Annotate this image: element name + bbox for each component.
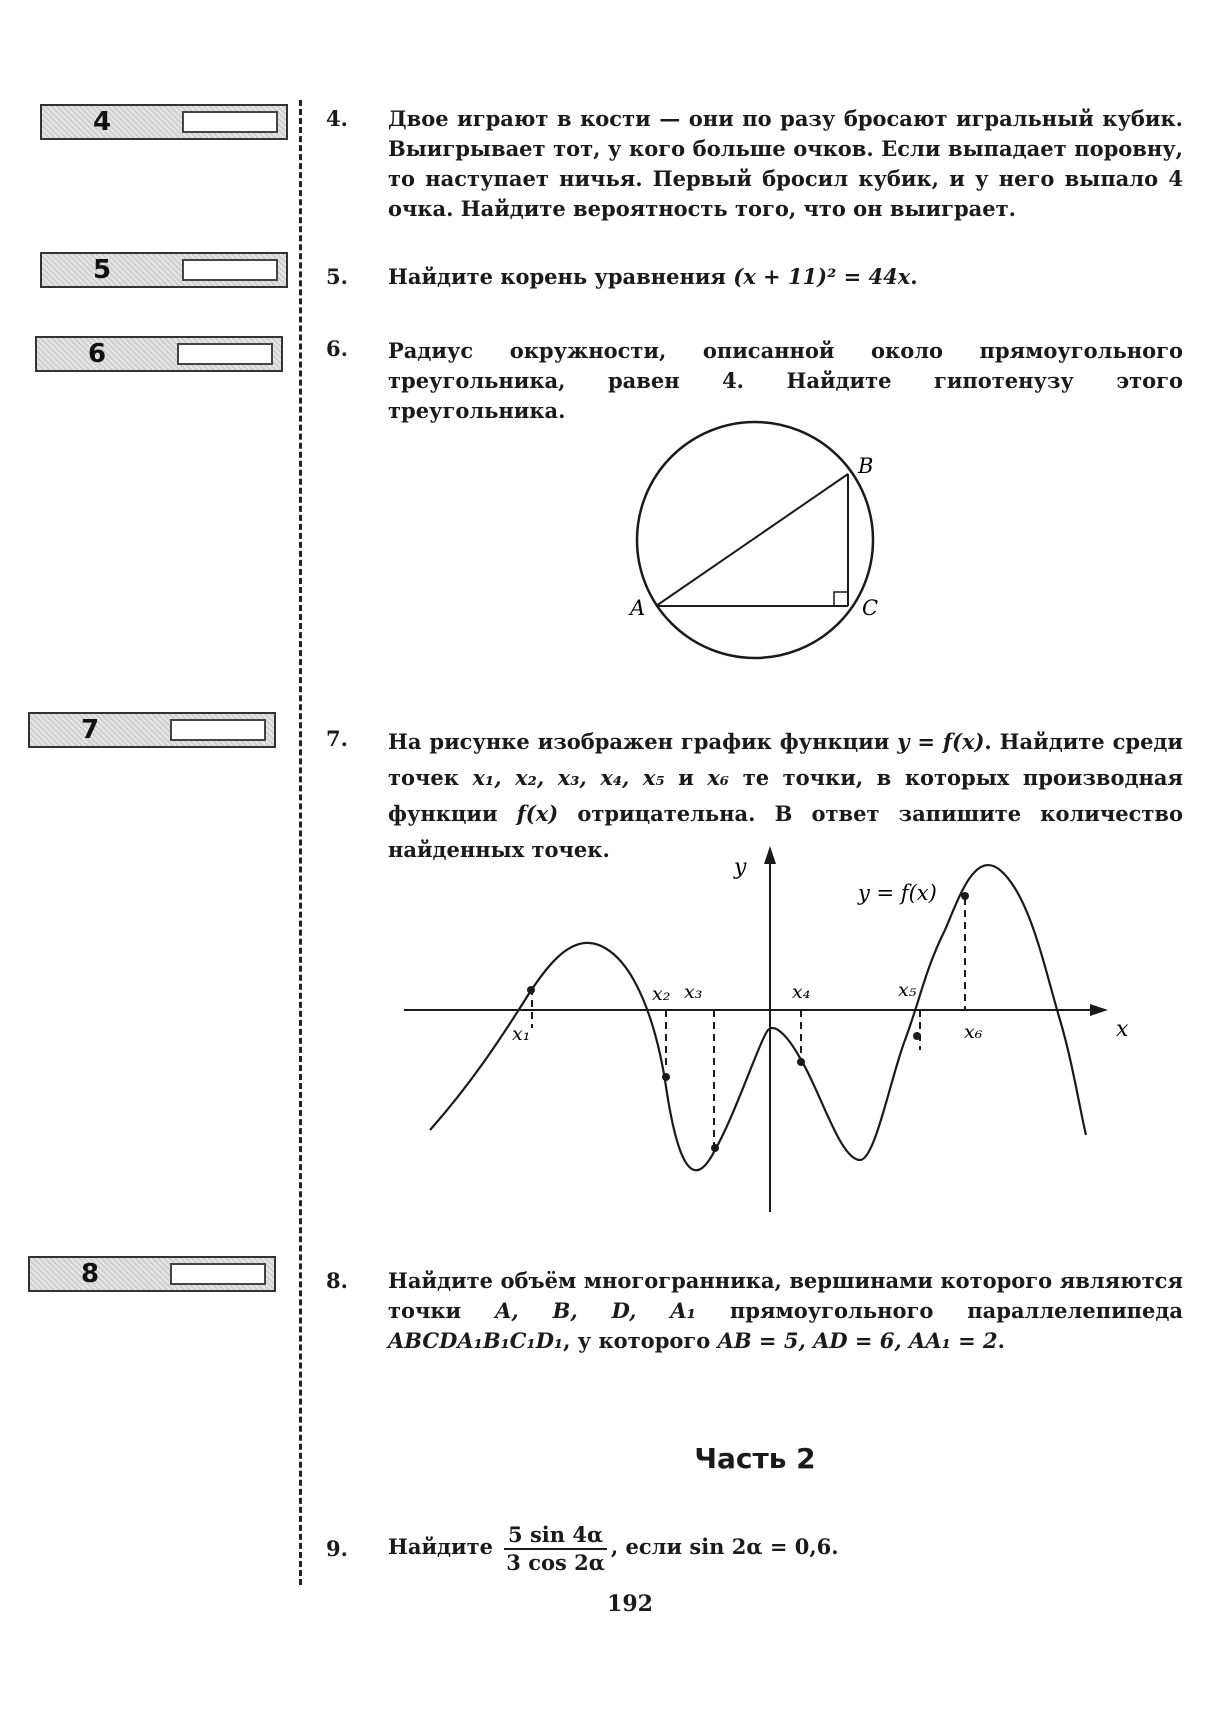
answer-box-5 xyxy=(40,252,288,288)
problem-6-text: Радиус окружности, описанной около прямоугольного треугольника, равен 4. Найдите гипотенузу этого треугольника. xyxy=(388,338,1183,423)
circumscribed-circle xyxy=(637,422,873,658)
y-axis-arrow xyxy=(764,846,776,864)
problem-8-part-b: прямоугольного параллелепипеда xyxy=(695,1298,1183,1323)
problem-7-part-e: отрицательна. В ответ запишите количество найденных точек. xyxy=(388,801,1183,862)
y-axis-label: y xyxy=(734,855,747,880)
right-angle-mark xyxy=(834,592,848,606)
fraction-numerator: 5 sin 4α xyxy=(504,1522,607,1550)
page-number: 192 xyxy=(607,1591,653,1617)
problem-7-number: 7. xyxy=(326,726,348,751)
answer-box-number: 6 xyxy=(87,339,107,369)
answer-field[interactable] xyxy=(170,719,266,741)
function-graph xyxy=(400,840,1140,1220)
answer-box-7 xyxy=(28,712,276,748)
answer-box-number: 5 xyxy=(92,255,112,285)
problem-9-part-c: . xyxy=(831,1534,839,1559)
function-curve xyxy=(430,865,1086,1170)
answer-box-number: 8 xyxy=(80,1259,100,1289)
cut-line-divider xyxy=(299,100,302,1585)
x-axis-label: x xyxy=(1116,1017,1129,1042)
problem-8-number: 8. xyxy=(326,1268,348,1293)
vertex-b-label: B xyxy=(858,454,874,478)
label-x5: x₅ xyxy=(898,979,917,1001)
hypotenuse-ab xyxy=(656,474,848,606)
label-x4: x₄ xyxy=(792,981,811,1003)
answer-field[interactable] xyxy=(182,111,278,133)
label-x1: x₁ xyxy=(512,1023,531,1045)
answer-box-number: 7 xyxy=(80,715,100,745)
problem-8-conditions: AB = 5, AD = 6, AA₁ = 2 xyxy=(717,1328,998,1353)
answer-field[interactable] xyxy=(177,343,273,365)
problem-9-part-a: Найдите xyxy=(388,1534,501,1559)
problem-8-vertices: A, B, D, A₁ xyxy=(495,1298,696,1323)
fraction-denominator: 3 cos 2α xyxy=(506,1549,605,1575)
answer-box-8 xyxy=(28,1256,276,1292)
point-x3 xyxy=(711,1144,719,1152)
problem-5-text xyxy=(388,262,1183,292)
answer-box-6 xyxy=(35,336,283,372)
vertex-a-label: A xyxy=(630,596,646,620)
problem-9-fraction xyxy=(504,1522,607,1576)
problem-9-number: 9. xyxy=(326,1536,348,1561)
problem-8-part-a: Найдите объём многогранника, вершинами которого являются точки xyxy=(388,1268,1183,1323)
answer-box-4 xyxy=(40,104,288,140)
function-label: y = f(x) xyxy=(858,881,937,905)
part-2-title: Часть 2 xyxy=(694,1442,816,1475)
problem-9-text xyxy=(388,1520,1183,1576)
problem-5-end: . xyxy=(910,264,918,289)
problem-7-last-point: x₆ xyxy=(707,765,730,790)
point-x2 xyxy=(662,1073,670,1081)
circle-triangle-figure xyxy=(620,415,900,675)
problem-7-part-b: . Найдите среди точек xyxy=(388,729,1184,790)
vertex-c-label: C xyxy=(862,596,879,620)
problem-9-condition: sin 2α = 0,6 xyxy=(689,1534,832,1559)
answer-box-number: 4 xyxy=(92,107,112,137)
answer-field[interactable] xyxy=(182,259,278,281)
problem-7-part-c: и xyxy=(664,765,708,790)
x-axis-arrow xyxy=(1090,1004,1108,1016)
problem-7-points: x₁, x₂, x₃, x₄, x₅ xyxy=(472,765,665,790)
problem-8-part-c: , у которого xyxy=(563,1328,718,1353)
problem-8-part-d: . xyxy=(997,1328,1005,1353)
point-x5 xyxy=(913,1032,921,1040)
answer-field[interactable] xyxy=(170,1263,266,1285)
problem-7-derivative: f(x) xyxy=(516,801,559,826)
problem-7-part-d: те точки, в которых производная функции xyxy=(388,765,1183,826)
problem-7-function: y = f(x) xyxy=(897,729,985,754)
label-x3: x₃ xyxy=(684,981,703,1003)
problem-5-lead: Найдите корень уравнения xyxy=(388,264,734,289)
problem-4-number: 4. xyxy=(326,106,348,131)
problem-8-solid: ABCDA₁B₁C₁D₁ xyxy=(388,1328,564,1353)
problem-8-text xyxy=(388,1266,1183,1356)
problem-4-text: Двое играют в кости — они по разу бросают игральный кубик. Выигрывает тот, у кого больше очков. Если выпадает поровну, то наступает ничья. Первый бросил кубик, и у него выпало 4 очка. Найдите вероятность того, что он выиграет. xyxy=(388,106,1183,221)
label-x6: x₆ xyxy=(964,1021,983,1043)
problem-5-equation: (x + 11)² = 44x xyxy=(733,264,911,289)
point-x1 xyxy=(527,986,535,994)
problem-5-number: 5. xyxy=(326,264,348,289)
point-x4 xyxy=(797,1058,805,1066)
problem-9-part-b: , если xyxy=(610,1534,690,1559)
problem-6-number: 6. xyxy=(326,336,348,361)
point-x6 xyxy=(961,892,969,900)
problem-7-part-a: На рисунке изображен график функции xyxy=(388,729,898,754)
label-x2: x₂ xyxy=(652,983,671,1005)
